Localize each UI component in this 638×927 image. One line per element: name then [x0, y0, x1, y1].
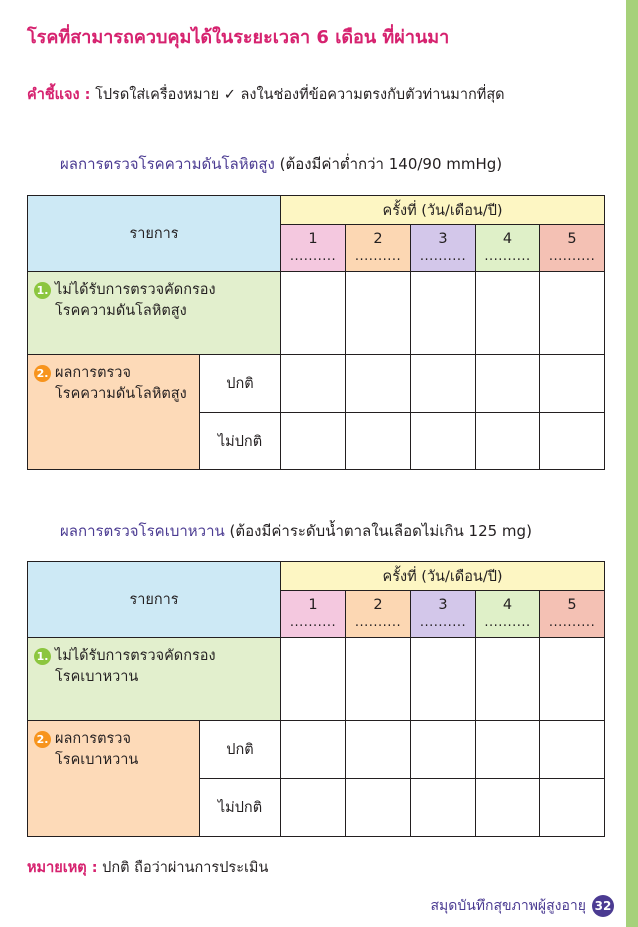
check-cell[interactable]: [411, 779, 476, 837]
check-cell[interactable]: [281, 413, 346, 470]
instruction-label: คำชี้แจง :: [27, 87, 91, 103]
visit-4-header: 4 ..........: [476, 225, 540, 272]
item-not-screened: [28, 638, 281, 721]
item-line: โรคความดันโลหิตสูง: [55, 386, 187, 402]
check-cell[interactable]: [540, 272, 605, 355]
check-cell[interactable]: [476, 355, 540, 413]
section1-title: [60, 152, 502, 176]
check-cell[interactable]: [281, 638, 346, 721]
side-color-strip: [626, 0, 638, 927]
visit-3-header: 3 ..........: [411, 225, 476, 272]
check-cell[interactable]: [281, 355, 346, 413]
abnormal-label: ไม่ปกติ: [200, 413, 281, 470]
check-cell[interactable]: [476, 721, 540, 779]
section2-title: [60, 519, 532, 543]
check-cell[interactable]: [411, 638, 476, 721]
visit-3-header: 3 ..........: [411, 591, 476, 638]
item-not-screened: [28, 272, 281, 355]
check-cell[interactable]: [411, 272, 476, 355]
check-cell[interactable]: [476, 638, 540, 721]
section2-title-main: ผลการตรวจโรคเบาหวาน: [60, 522, 225, 540]
item-test-result: [28, 355, 200, 470]
instruction: [27, 83, 505, 106]
number-badge: 2.: [34, 365, 51, 382]
check-cell[interactable]: [540, 355, 605, 413]
note: [27, 856, 268, 879]
note-label: หมายเหตุ :: [27, 860, 98, 876]
normal-label: ปกติ: [200, 721, 281, 779]
item-line: โรคความดันโลหิตสูง: [55, 303, 187, 319]
check-cell[interactable]: [346, 355, 411, 413]
section2-title-sub: (ต้องมีค่าระดับน้ำตาลในเลือดไม่เกิน 125 mg): [229, 522, 532, 540]
check-cell[interactable]: [281, 721, 346, 779]
number-badge: 1.: [34, 648, 51, 665]
check-cell[interactable]: [476, 272, 540, 355]
check-cell[interactable]: [540, 721, 605, 779]
normal-label: ปกติ: [200, 355, 281, 413]
check-cell[interactable]: [540, 413, 605, 470]
book-title: สมุดบันทึกสุขภาพผู้สูงอายุ: [430, 898, 586, 914]
item-line: ผลการตรวจ: [55, 731, 131, 747]
header-item: รายการ: [28, 562, 281, 638]
abnormal-label: ไม่ปกติ: [200, 779, 281, 837]
visit-5-header: 5 ..........: [540, 225, 605, 272]
item-line: ผลการตรวจ: [55, 365, 131, 381]
section1-title-main: ผลการตรวจโรคความดันโลหิตสูง: [60, 155, 275, 173]
check-cell[interactable]: [476, 413, 540, 470]
visit-5-header: 5 ..........: [540, 591, 605, 638]
page-number: 32: [592, 895, 614, 917]
check-cell[interactable]: [281, 779, 346, 837]
check-cell[interactable]: [346, 721, 411, 779]
item-test-result: [28, 721, 200, 837]
visit-4-header: 4 ..........: [476, 591, 540, 638]
number-badge: 2.: [34, 731, 51, 748]
instruction-text: โปรดใส่เครื่องหมาย ✓ ลงในช่องที่ข้อความตรงกับตัวท่านมากที่สุด: [95, 87, 505, 103]
page-title: โรคที่สามารถควบคุมได้ในระยะเวลา 6 เดือน ที่ผ่านมา: [27, 27, 450, 48]
blood-pressure-table: [27, 195, 605, 470]
visit-2-header: 2 ..........: [346, 225, 411, 272]
check-cell[interactable]: [411, 355, 476, 413]
check-cell[interactable]: [346, 413, 411, 470]
check-cell[interactable]: [346, 779, 411, 837]
item-line: โรคเบาหวาน: [55, 669, 139, 685]
diabetes-table: [27, 561, 605, 837]
header-visits: ครั้งที่ (วัน/เดือน/ปี): [281, 562, 605, 591]
check-cell[interactable]: [346, 272, 411, 355]
page-footer: [430, 895, 614, 917]
check-cell[interactable]: [540, 638, 605, 721]
check-cell[interactable]: [411, 721, 476, 779]
visit-2-header: 2 ..........: [346, 591, 411, 638]
section1-title-sub: (ต้องมีค่าต่ำกว่า 140/90 mmHg): [279, 155, 503, 173]
check-cell[interactable]: [476, 779, 540, 837]
check-cell[interactable]: [281, 272, 346, 355]
note-text: ปกติ ถือว่าผ่านการประเมิน: [102, 860, 269, 876]
item-line: ไม่ได้รับการตรวจคัดกรอง: [55, 648, 216, 664]
check-cell[interactable]: [540, 779, 605, 837]
visit-1-header: 1 ..........: [281, 225, 346, 272]
number-badge: 1.: [34, 282, 51, 299]
item-line: โรคเบาหวาน: [55, 752, 139, 768]
header-item: รายการ: [28, 196, 281, 272]
check-cell[interactable]: [346, 638, 411, 721]
check-cell[interactable]: [411, 413, 476, 470]
header-visits: ครั้งที่ (วัน/เดือน/ปี): [281, 196, 605, 225]
visit-1-header: 1 ..........: [281, 591, 346, 638]
item-line: ไม่ได้รับการตรวจคัดกรอง: [55, 282, 216, 298]
